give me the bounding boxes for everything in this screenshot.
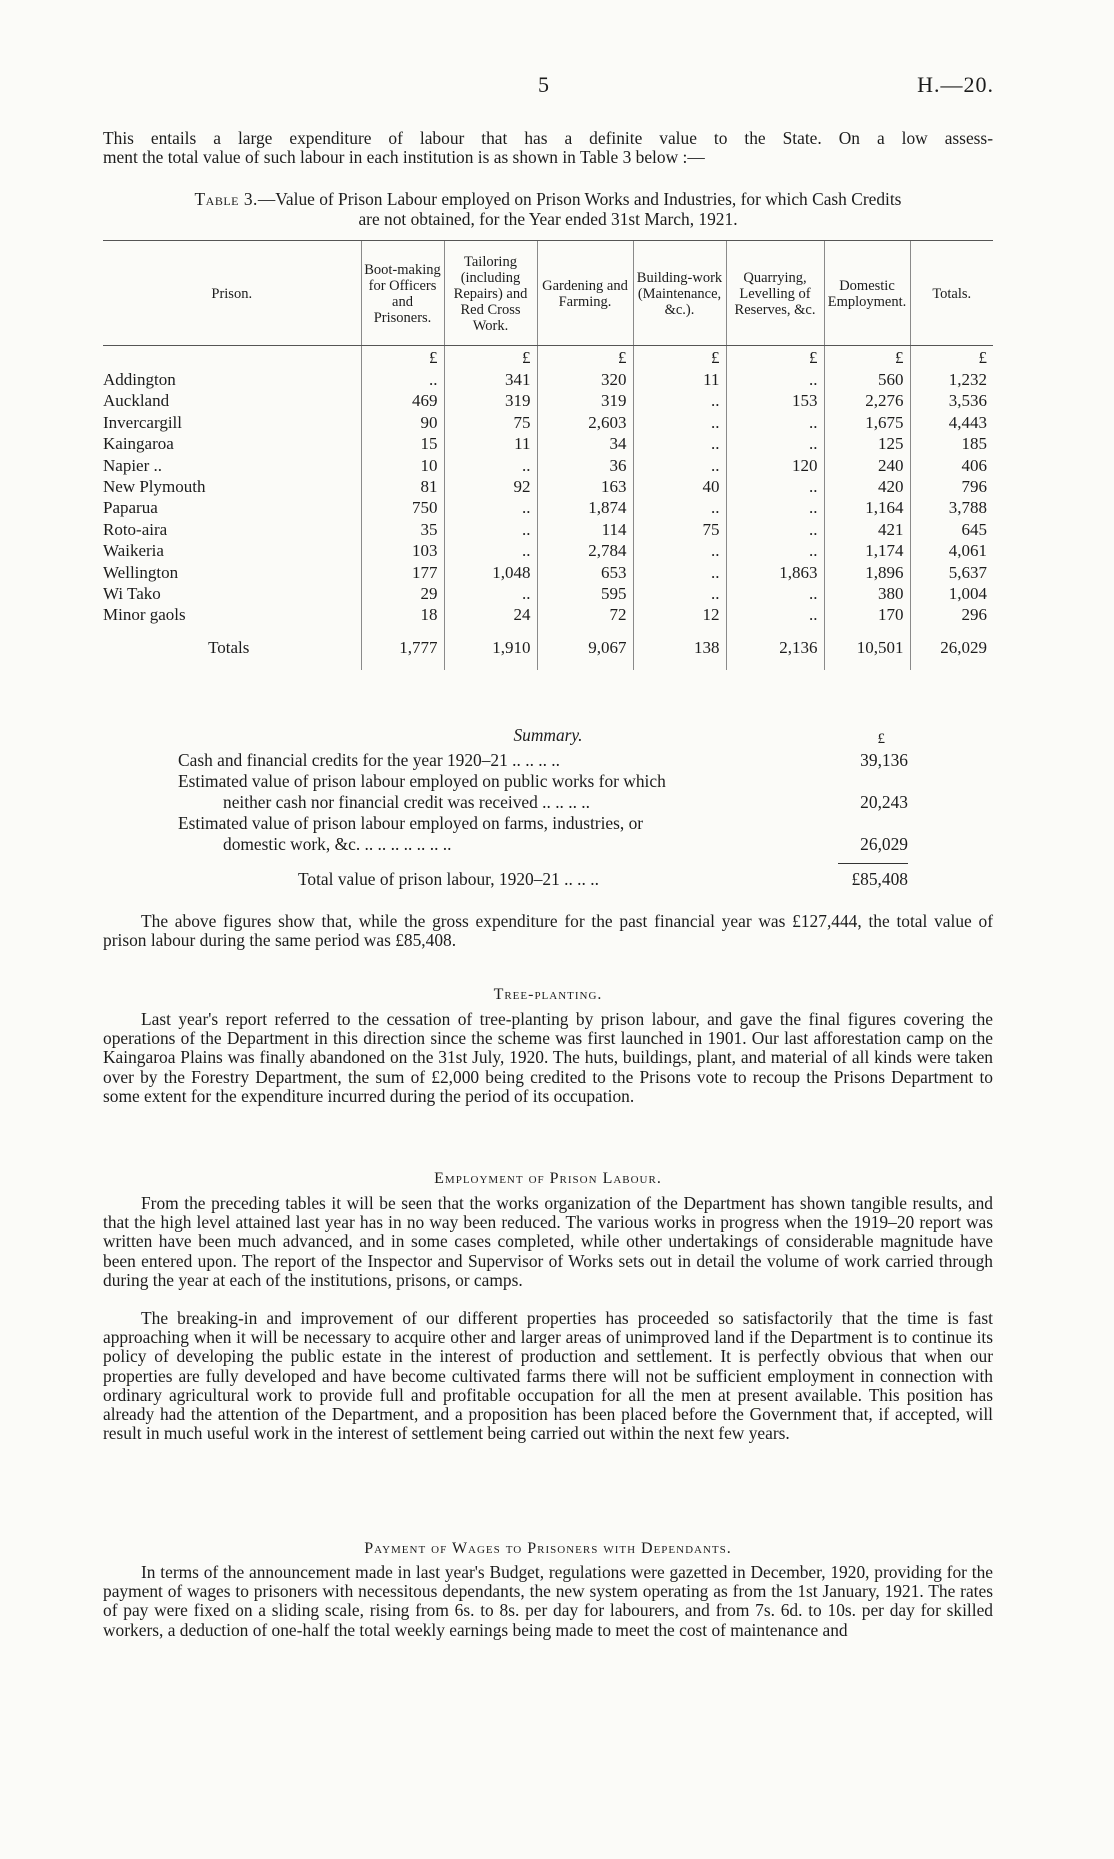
table-cell: 72 bbox=[537, 604, 633, 625]
wages-paragraph: In terms of the announcement made in last year's Budget, regulations were gazetted in December, 1920, providing for the payment of wages to prisoners with necessitous dependants, the new system operating as from the 1st January, 1921. The rates of pay were fixed on a sliding scale, rising from 6s. to 8s. per day for labourers, and from 7s. 6d. to 10s. per day for skilled workers, a deduction of one-half the total weekly earnings being made to meet the cost of maintenance and bbox=[103, 1562, 993, 1640]
prison-labour-table bbox=[103, 241, 993, 670]
totals-row bbox=[103, 626, 993, 670]
summary-unit: £ bbox=[877, 731, 885, 747]
table-cell: .. bbox=[726, 604, 824, 625]
column-header: Boot-making for Officers and Prisoners. bbox=[361, 241, 444, 347]
table-cell: 406 bbox=[910, 455, 993, 476]
table-cell: .. bbox=[444, 540, 537, 561]
expenditure-paragraph: The above figures show that, while the gross expenditure for the past financial year was £127,444, the total value of prison labour during the same period was £85,408. bbox=[103, 911, 993, 951]
total-cell: 10,501 bbox=[824, 626, 910, 670]
table-cell: 11 bbox=[444, 433, 537, 454]
table-cell: 1,232 bbox=[910, 369, 993, 390]
table-cell: 90 bbox=[361, 412, 444, 433]
table-row bbox=[103, 540, 993, 561]
prison-name: Auckland bbox=[103, 391, 170, 411]
table-caption-lead: Table 3. bbox=[194, 189, 258, 209]
totals-label: Totals bbox=[208, 637, 250, 657]
prison-name: Wellington bbox=[103, 562, 179, 582]
table-row bbox=[103, 455, 993, 476]
table-cell: .. bbox=[633, 497, 726, 518]
employment-heading: Employment of Prison Labour. bbox=[434, 1170, 662, 1187]
table-caption-line-1: —Value of Prison Labour employed on Prison Works and Industries, for which Cash Credits bbox=[257, 189, 902, 209]
table-row bbox=[103, 519, 993, 540]
summary-item-1: £ Cash and financial credits for the year 1920–21 .. .. .. .. 39,136 bbox=[178, 731, 908, 770]
table-cell: .. bbox=[444, 497, 537, 518]
table-row bbox=[103, 412, 993, 433]
table-cell: .. bbox=[726, 583, 824, 604]
unit-cell: £ bbox=[361, 347, 444, 369]
prison-name: Waikeria bbox=[103, 541, 164, 561]
table-cell: 15 bbox=[361, 433, 444, 454]
table-cell: 5,637 bbox=[910, 562, 993, 583]
intro-line-2: ment the total value of such labour in each institution is as shown in Table 3 below :— bbox=[103, 147, 705, 168]
unit-cell: £ bbox=[633, 347, 726, 369]
unit-row bbox=[103, 347, 993, 369]
total-cell: 2,136 bbox=[726, 626, 824, 670]
prison-name: Invercargill bbox=[103, 412, 182, 432]
column-header: Prison. bbox=[211, 286, 253, 302]
table-cell: 796 bbox=[910, 476, 993, 497]
table-cell: 81 bbox=[361, 476, 444, 497]
table-cell: .. bbox=[633, 390, 726, 411]
prison-name: Addington bbox=[103, 370, 176, 389]
table-cell: 1,164 bbox=[824, 497, 910, 518]
table-cell: 75 bbox=[444, 412, 537, 433]
table-row bbox=[103, 604, 993, 625]
table-cell: 153 bbox=[726, 390, 824, 411]
column-header: Building-work (Maintenance, &c.). bbox=[633, 241, 726, 347]
table-caption bbox=[103, 190, 993, 229]
table-cell: 645 bbox=[910, 519, 993, 540]
table-cell: .. bbox=[726, 497, 824, 518]
table-cell: .. bbox=[726, 519, 824, 540]
table-cell: 1,048 bbox=[444, 562, 537, 583]
intro-line-1: This entails a large expenditure of labour that has a definite value to the State. On a low assess- bbox=[103, 128, 993, 148]
table-row bbox=[103, 476, 993, 497]
table-cell: 185 bbox=[910, 433, 993, 454]
table-cell: 469 bbox=[361, 390, 444, 411]
total-cell: 138 bbox=[633, 626, 726, 670]
table-cell: 1,863 bbox=[726, 562, 824, 583]
table-cell: 11 bbox=[633, 369, 726, 390]
table-cell: 114 bbox=[537, 519, 633, 540]
table-cell: 1,004 bbox=[910, 583, 993, 604]
prison-name: Wi Tako bbox=[103, 584, 161, 604]
table-row bbox=[103, 497, 993, 518]
table-cell: 341 bbox=[444, 369, 537, 390]
total-cell: 26,029 bbox=[910, 626, 993, 670]
table-cell: 4,061 bbox=[910, 540, 993, 561]
table-row bbox=[103, 583, 993, 604]
unit-cell: £ bbox=[824, 347, 910, 369]
table-cell: 35 bbox=[361, 519, 444, 540]
prison-name: Minor gaols bbox=[103, 605, 186, 625]
table-cell: 380 bbox=[824, 583, 910, 604]
column-header: Gardening and Farming. bbox=[537, 241, 633, 347]
wages-heading: Payment of Wages to Prisoners with Dependants. bbox=[364, 1540, 732, 1557]
table-cell: .. bbox=[444, 583, 537, 604]
table-header-row bbox=[103, 241, 993, 347]
summary-item-2: Estimated value of prison labour employed on public works for which bbox=[178, 771, 666, 791]
page-header bbox=[0, 72, 1114, 102]
table-cell: 125 bbox=[824, 433, 910, 454]
table-cell: .. bbox=[633, 433, 726, 454]
table-cell: 170 bbox=[824, 604, 910, 625]
total-cell: 9,067 bbox=[537, 626, 633, 670]
table-cell: 2,784 bbox=[537, 540, 633, 561]
table-row bbox=[103, 433, 993, 454]
table-cell: .. bbox=[726, 476, 824, 497]
table-cell: .. bbox=[726, 540, 824, 561]
table-cell: 420 bbox=[824, 476, 910, 497]
table-cell: 595 bbox=[537, 583, 633, 604]
table-cell: 560 bbox=[824, 369, 910, 390]
table-cell: 40 bbox=[633, 476, 726, 497]
table-row bbox=[103, 390, 993, 411]
table-cell: 296 bbox=[910, 604, 993, 625]
table-caption-line-2: are not obtained, for the Year ended 31st March, 1921. bbox=[358, 208, 738, 229]
table-cell: 3,788 bbox=[910, 497, 993, 518]
table-cell: 1,896 bbox=[824, 562, 910, 583]
table-cell: .. bbox=[633, 540, 726, 561]
document-reference: H.—20. bbox=[917, 72, 994, 97]
table-cell: 34 bbox=[537, 433, 633, 454]
employment-paragraph-1: From the preceding tables it will be seen that the works organization of the Department has shown tangible results, and that the high level attained last year has in no way been reduced. The various works in progress when the 1919–20 report was written have been much advanced, and in some cases completed, while other undertakings of considerable magnitude have been entered upon. The report of the Inspector and Supervisor of Works sets out in detail the volume of work carried through during the year at each of the institutions, prisons, or camps. bbox=[103, 1193, 993, 1290]
table-cell: 1,174 bbox=[824, 540, 910, 561]
column-header: Tailoring (including Repairs) and Red Cross Work. bbox=[444, 241, 537, 347]
table-cell: .. bbox=[444, 455, 537, 476]
table-cell: .. bbox=[726, 412, 824, 433]
prison-name: Roto-aira bbox=[103, 519, 168, 539]
unit-cell: £ bbox=[444, 347, 537, 369]
column-header: Totals. bbox=[910, 241, 993, 347]
table-cell: 103 bbox=[361, 540, 444, 561]
prison-name: Napier .. bbox=[103, 455, 163, 475]
table-cell: 319 bbox=[444, 390, 537, 411]
table-cell: 2,276 bbox=[824, 390, 910, 411]
table-cell: 1,874 bbox=[537, 497, 633, 518]
summary-item-3: Estimated value of prison labour employed on farms, industries, or bbox=[178, 813, 644, 833]
table-cell: 177 bbox=[361, 562, 444, 583]
employment-paragraph-2: The breaking-in and improvement of our different properties has proceeded so satisfactorily that the time is fast approaching when it will be necessary to acquire other and larger areas of unimproved land if the Department is to continue its policy of developing the public estate in the interest of production and settlement. It is perfectly obvious that when our properties are fully developed and have become cultivated farms there will not be sufficient employment in connection with ordinary agricultural work to provide full and profitable occupation for all the men at present available. This position has already had the attention of the Department, and a proposition has been placed before the Government that, if accepted, will result in much useful work in the interest of settlement being carried out within the next few years. bbox=[103, 1308, 993, 1444]
total-cell: 1,777 bbox=[361, 626, 444, 670]
table-cell: 75 bbox=[633, 519, 726, 540]
table-cell: 24 bbox=[444, 604, 537, 625]
summary-total: Total value of prison labour, 1920–21 .. .. .. £85,408 bbox=[298, 869, 908, 889]
table-cell: 4,443 bbox=[910, 412, 993, 433]
column-header: Domestic Employment. bbox=[824, 241, 910, 347]
total-cell: 1,910 bbox=[444, 626, 537, 670]
table-cell: 421 bbox=[824, 519, 910, 540]
table-cell: .. bbox=[361, 369, 444, 390]
table-cell: 18 bbox=[361, 604, 444, 625]
table-cell: .. bbox=[633, 455, 726, 476]
tree-planting-paragraph: Last year's report referred to the cessation of tree-planting by prison labour, and gave the final figures covering the operations of the Department in this direction since the scheme was first launched in 1901. Our last afforestation camp on the Kaingaroa Plains was finally abandoned on the 31st July, 1920. The huts, buildings, plant, and material of all kinds were taken over by the Forestry Department, the sum of £2,000 being credited to the Prisons vote to recoup the Prisons Department to some extent for the expenditure incurred during the period of its occupation. bbox=[103, 1009, 993, 1106]
unit-cell: £ bbox=[726, 347, 824, 369]
table-cell: .. bbox=[633, 412, 726, 433]
prison-name: New Plymouth bbox=[103, 477, 206, 497]
tree-planting-heading: Tree-planting. bbox=[493, 986, 603, 1003]
page-number: 5 bbox=[538, 72, 549, 97]
table-cell: 240 bbox=[824, 455, 910, 476]
table-cell: 320 bbox=[537, 369, 633, 390]
table-header-rule bbox=[103, 345, 993, 346]
summary-section: Summary. £ Cash and financial credits for the year 1920–21 .. .. .. .. 39,136 Estimated value of prison labour employed on public works for which neither cash nor financial credit was received .. .. .. .. 20,243 Estimated value of prison labour employed on farms, industries, or domestic work, &c. .. .. .. .. .. .. .. 26,029 Total value of prison labour, 1920–21 .. .. .. £85,408 bbox=[103, 725, 993, 890]
table-row bbox=[103, 369, 993, 390]
prison-name: Kaingaroa bbox=[103, 434, 174, 454]
summary-title: Summary. bbox=[513, 725, 583, 745]
table-cell: 750 bbox=[361, 497, 444, 518]
table-cell: 1,675 bbox=[824, 412, 910, 433]
column-header: Quarrying, Levelling of Reserves, &c. bbox=[726, 241, 824, 347]
unit-cell: £ bbox=[910, 347, 993, 369]
table-cell: .. bbox=[633, 583, 726, 604]
table-cell: .. bbox=[726, 369, 824, 390]
unit-cell: £ bbox=[537, 347, 633, 369]
table-cell: .. bbox=[444, 519, 537, 540]
intro-paragraph bbox=[103, 129, 993, 167]
table-cell: 10 bbox=[361, 455, 444, 476]
table-row bbox=[103, 562, 993, 583]
table-cell: 36 bbox=[537, 455, 633, 476]
table-cell: 12 bbox=[633, 604, 726, 625]
prison-name: Paparua bbox=[103, 498, 158, 518]
table-cell: 3,536 bbox=[910, 390, 993, 411]
table-cell: 120 bbox=[726, 455, 824, 476]
summary-rule bbox=[838, 863, 908, 864]
table-cell: 163 bbox=[537, 476, 633, 497]
table-cell: 29 bbox=[361, 583, 444, 604]
table-cell: 92 bbox=[444, 476, 537, 497]
table-cell: 2,603 bbox=[537, 412, 633, 433]
table-cell: .. bbox=[726, 433, 824, 454]
table-cell: 653 bbox=[537, 562, 633, 583]
table-cell: 319 bbox=[537, 390, 633, 411]
table-body bbox=[103, 347, 993, 670]
table-cell: .. bbox=[633, 562, 726, 583]
